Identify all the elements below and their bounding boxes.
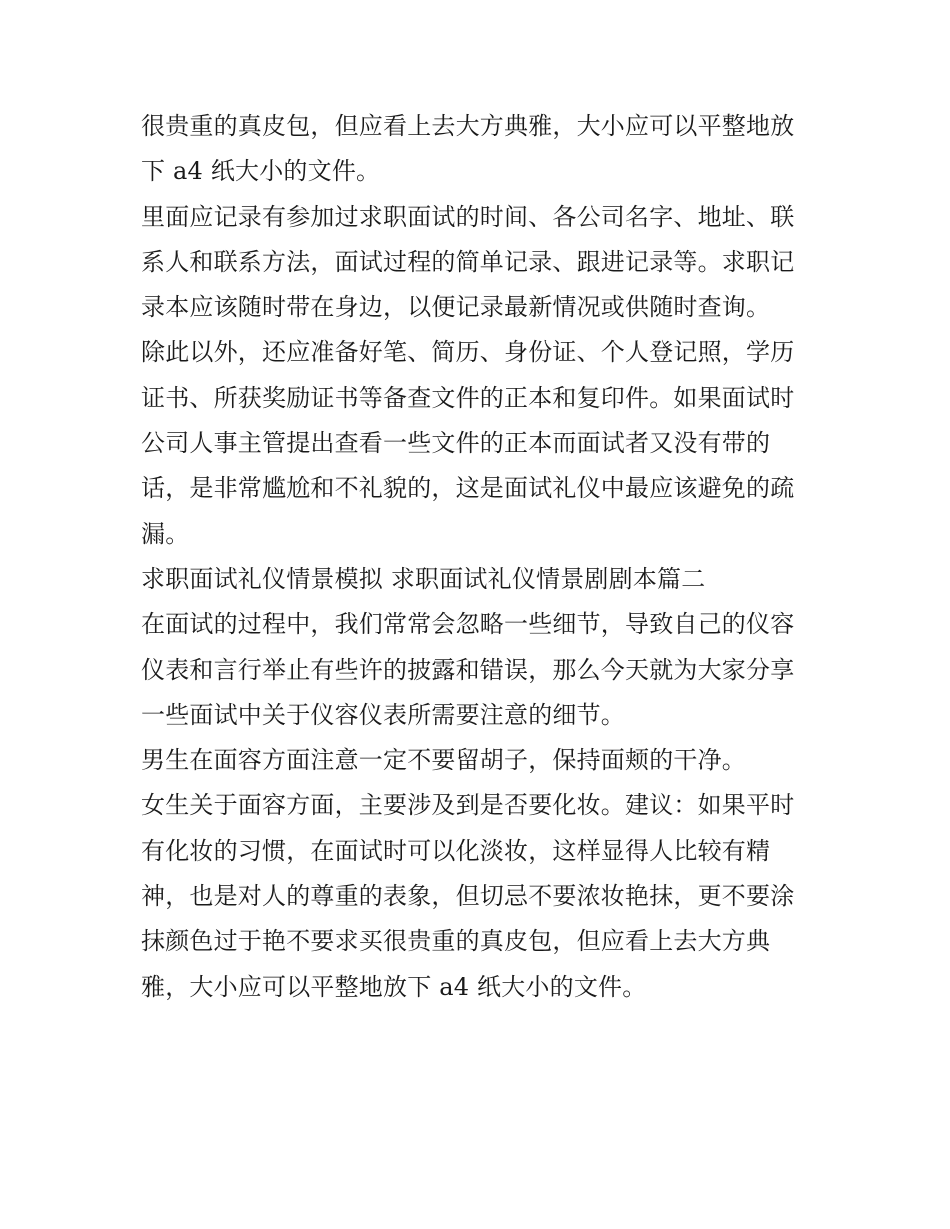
text-line: 录本应该随时带在身边，以便记录最新情况或供随时查询。 [141, 293, 771, 322]
text-line: 一些面试中关于仪容仪表所需要注意的细节。 [141, 700, 625, 729]
text-line: 除此以外，还应准备好笔、简历、身份证、个人登记照，学历 [141, 338, 795, 367]
text-line: 里面应记录有参加过求职面试的时间、各公司名字、地址、联 [141, 202, 795, 231]
text-line: 女生关于面容方面，主要涉及到是否要化妆。建议：如果平时 [141, 791, 795, 820]
text-line: 有化妆的习惯，在面试时可以化淡妆，这样显得人比较有精 [141, 836, 771, 865]
document-body [141, 104, 821, 1010]
text-line: 很贵重的真皮包，但应看上去大方典雅，大小应可以平整地放 [141, 112, 795, 140]
text-line: 漏。 [141, 519, 190, 548]
text-line: 仪表和言行举止有些许的披露和错误，那么今天就为大家分享 [141, 655, 795, 684]
text-line: 公司人事主管提出查看一些文件的正本而面试者又没有带的 [141, 429, 771, 458]
text-line: 证书、所获奖励证书等备查文件的正本和复印件。如果面试时 [141, 383, 795, 412]
text-line: 雅，大小应可以平整地放下 a4 纸大小的文件。 [141, 972, 647, 1001]
text-line: 话，是非常尴尬和不礼貌的，这是面试礼仪中最应该避免的疏 [141, 474, 795, 503]
text-line: 下 a4 纸大小的文件。 [141, 157, 381, 186]
text-line: 男生在面容方面注意一定不要留胡子，保持面颊的干净。 [141, 746, 746, 775]
text-line: 神，也是对人的尊重的表象，但切忌不要浓妆艳抹，更不要涂 [141, 882, 795, 911]
text-line: 抹颜色过于艳不要求买很贵重的真皮包，但应看上去大方典 [141, 927, 771, 956]
section-heading: 求职面试礼仪情景模拟 求职面试礼仪情景剧剧本篇二 [141, 564, 706, 593]
text-line: 系人和联系方法，面试过程的简单记录、跟进记录等。求职记 [141, 247, 795, 276]
text-line: 在面试的过程中，我们常常会忽略一些细节，导致自己的仪容 [141, 610, 795, 639]
